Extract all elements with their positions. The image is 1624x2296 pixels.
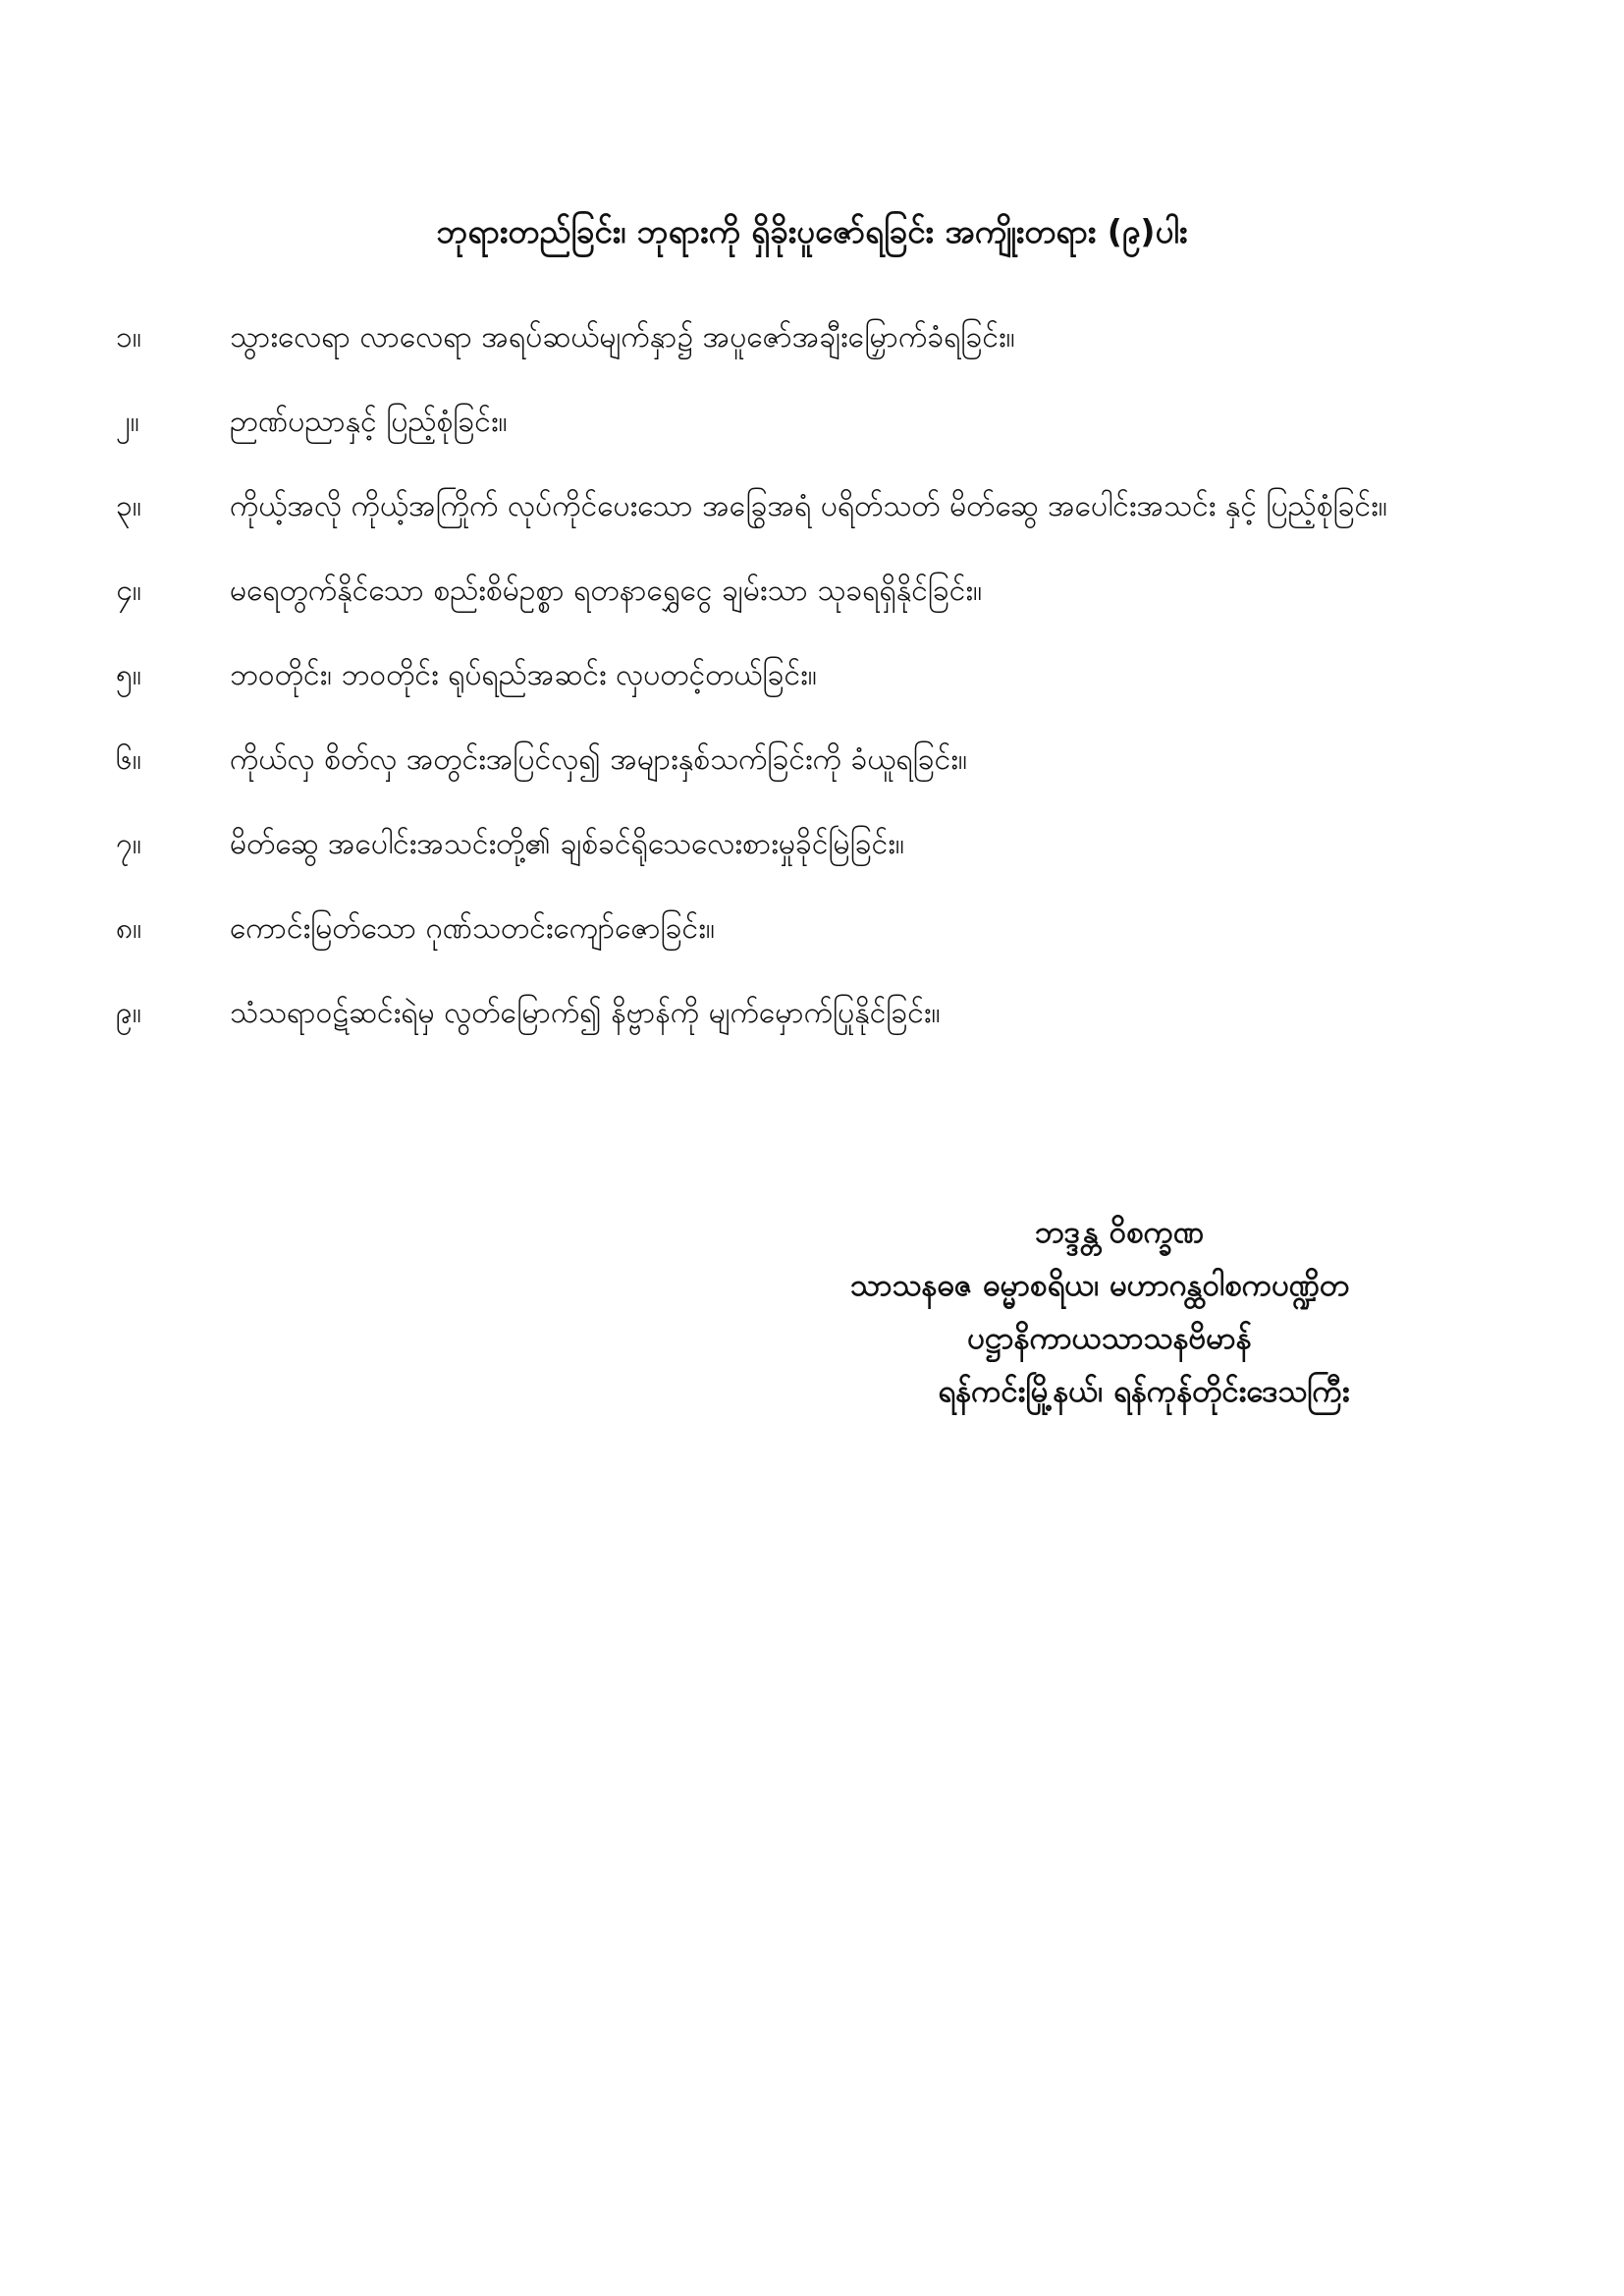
signature-titles: သာသနဓဇ ဓမ္မာစရိယ၊ မဟာဂန္ထဝါစကပဏ္ဍိတ <box>849 1268 1350 1303</box>
list-item-number: ၂။ <box>116 405 139 439</box>
list-item-text: သံသရာဝဋ်ဆင်းရဲမှ လွတ်မြောက်၍ နိဗ္ဗာန်ကို မျက်မှောက်ပြုနိုင်ခြင်း။ <box>230 996 941 1030</box>
list-item-number: ၇။ <box>116 827 141 861</box>
list-item-text: ဉာဏ်ပညာနှင့် ပြည့်စုံခြင်း။ <box>230 405 508 439</box>
list-item <box>116 650 1530 701</box>
list-item-text: မိတ်ဆွေ အပေါင်းအသင်းတို့၏ ချစ်ခင်ရိုသေလေးစားမှုခိုင်မြဲခြင်း။ <box>230 827 904 861</box>
page-title: ဘုရားတည်ခြင်း၊ ဘုရားကို ရှိခိုးပူဇော်ရခြင်း အကျိုးတရား (၉)ပါး <box>436 212 1188 250</box>
list-item <box>116 735 1530 786</box>
list-item <box>116 566 1530 617</box>
signature-monastery: ပဋ္ဌာနိကာယသာသနဗိမာန် <box>967 1321 1252 1356</box>
list-item-number: ၅။ <box>116 658 141 692</box>
signature-name: ဘဒ္ဒန္တ ဝိစက္ခဏ <box>1034 1215 1205 1250</box>
list-item <box>116 988 1530 1039</box>
list-item <box>116 903 1530 955</box>
list-item <box>116 397 1530 448</box>
list-item-text: ကိုယ်လှ စိတ်လှ အတွင်းအပြင်လှ၍ အများနှစ်သက်ခြင်းကို ခံယူရခြင်း။ <box>230 742 967 777</box>
list-item-number: ၄။ <box>116 574 141 608</box>
signature-location: ရန်ကင်းမြို့နယ်၊ ရန်ကုန်တိုင်းဒေသကြီး <box>938 1374 1350 1409</box>
list-item <box>116 819 1530 870</box>
list-item-text: သွားလေရာ လာလေရာ အရပ်ဆယ်မျက်နှာ၌ အပူဇော်အချီးမြှောက်ခံရခြင်း။ <box>230 320 1015 355</box>
benefits-list <box>116 312 1530 1072</box>
list-item-number: ၁။ <box>116 320 141 355</box>
list-item-text: ကောင်းမြတ်သော ဂုဏ်သတင်းကျော်ဇောခြင်း။ <box>230 911 715 946</box>
list-item <box>116 481 1530 532</box>
list-item-text: ဘဝတိုင်း၊ ဘဝတိုင်း ရုပ်ရည်အဆင်း လှပတင့်တယ်ခြင်း။ <box>230 658 817 692</box>
list-item-number: ၈။ <box>116 911 142 946</box>
list-item-number: ၃။ <box>116 489 141 523</box>
list-item-text: မရေတွက်နိုင်သော စည်းစိမ်ဥစ္စာ ရတနာရွှေငွေ ချမ်းသာ သုခရရှိနိုင်ခြင်း။ <box>230 574 983 608</box>
list-item <box>116 312 1530 363</box>
list-item-number: ၆။ <box>116 742 141 777</box>
list-item-text: ကိုယ့်အလို ကိုယ့်အကြိုက် လုပ်ကိုင်ပေးသော အခြွေအရံ ပရိတ်သတ် မိတ်ဆွေ အပေါင်းအသင်း နှင့် ပြည့်စုံခြင်း။ <box>230 489 1387 523</box>
signature-block <box>707 1206 1492 1418</box>
list-item-number: ၉။ <box>116 996 141 1030</box>
